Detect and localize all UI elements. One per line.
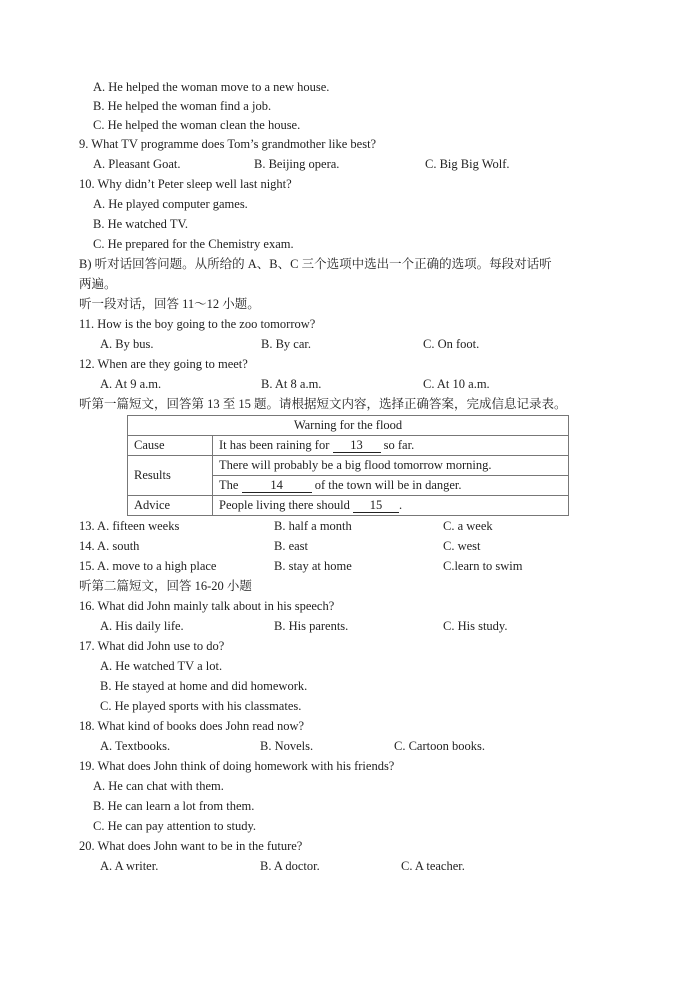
section-b-instruction: B) 听对话回答问题。从所给的 A、B、C 三个选项中选出一个正确的选项。每段对话听 bbox=[79, 257, 552, 271]
q9-option-b: B. Beijing opera. bbox=[254, 157, 340, 171]
results-line2 bbox=[213, 476, 569, 496]
q16-option-b: B. His parents. bbox=[274, 619, 349, 633]
q14-option-b: B. east bbox=[274, 539, 309, 553]
q16-option-a: A. His daily life. bbox=[100, 619, 184, 633]
q17-option-b: B. He stayed at home and did homework. bbox=[100, 679, 308, 693]
q13-option-a: 13. A. fifteen weeks bbox=[79, 519, 180, 533]
advice-cell bbox=[213, 496, 569, 516]
q12-option-c: C. At 10 a.m. bbox=[423, 377, 490, 391]
q11-option-a: A. By bus. bbox=[100, 337, 154, 351]
dialogue-intro: 听一段对话，回答 11～12 小题。 bbox=[79, 297, 260, 311]
q14-option-c: C. west bbox=[443, 539, 481, 553]
q14-option-a: 14. A. south bbox=[79, 539, 140, 553]
q20-option-b: B. A doctor. bbox=[260, 859, 320, 873]
q19-option-b: B. He can learn a lot from them. bbox=[93, 799, 255, 813]
results-label: Results bbox=[128, 456, 213, 496]
q17-option-c: C. He played sports with his classmates. bbox=[100, 699, 302, 713]
advice-text-before: People living there should bbox=[219, 498, 350, 512]
q12-option-b: B. At 8 a.m. bbox=[261, 377, 322, 391]
q18-stem: 18. What kind of books does John read now? bbox=[79, 719, 305, 733]
q9-option-c: C. Big Big Wolf. bbox=[425, 157, 510, 171]
q15-option-c: C.learn to swim bbox=[443, 559, 523, 573]
q12-option-a: A. At 9 a.m. bbox=[100, 377, 162, 391]
blank-13: 13 bbox=[333, 438, 381, 453]
q8-option-b: B. He helped the woman find a job. bbox=[93, 99, 272, 113]
q12-stem: 12. When are they going to meet? bbox=[79, 357, 248, 371]
q20-option-a: A. A writer. bbox=[100, 859, 159, 873]
q13-option-c: C. a week bbox=[443, 519, 493, 533]
blank-14: 14 bbox=[242, 478, 312, 493]
q15-option-b: B. stay at home bbox=[274, 559, 352, 573]
table-title: Warning for the flood bbox=[128, 416, 569, 436]
q20-stem: 20. What does John want to be in the future? bbox=[79, 839, 303, 853]
q10-stem: 10. Why didn’t Peter sleep well last night? bbox=[79, 177, 292, 191]
passage2-intro: 听第二篇短文，回答 16-20 小题 bbox=[79, 579, 252, 593]
blank-15: 15 bbox=[353, 498, 399, 513]
q8-option-c: C. He helped the woman clean the house. bbox=[93, 118, 301, 132]
q18-option-c: C. Cartoon books. bbox=[394, 739, 485, 753]
q19-option-a: A. He can chat with them. bbox=[93, 779, 224, 793]
q16-stem: 16. What did John mainly talk about in his speech? bbox=[79, 599, 335, 613]
cause-cell bbox=[213, 436, 569, 456]
q18-option-b: B. Novels. bbox=[260, 739, 314, 753]
advice-label: Advice bbox=[128, 496, 213, 516]
section-b-instruction-cont: 两遍。 bbox=[79, 277, 117, 291]
cause-label: Cause bbox=[128, 436, 213, 456]
results-text-before: The bbox=[219, 478, 239, 492]
q19-stem: 19. What does John think of doing homework with his friends? bbox=[79, 759, 395, 773]
q15-option-a: 15. A. move to a high place bbox=[79, 559, 217, 573]
q10-option-b: B. He watched TV. bbox=[93, 217, 189, 231]
advice-text-after: . bbox=[399, 498, 403, 512]
q13-option-b: B. half a month bbox=[274, 519, 352, 533]
q9-option-a: A. Pleasant Goat. bbox=[93, 157, 181, 171]
q11-option-b: B. By car. bbox=[261, 337, 311, 351]
q17-option-a: A. He watched TV a lot. bbox=[100, 659, 223, 673]
q10-option-c: C. He prepared for the Chemistry exam. bbox=[93, 237, 294, 251]
results-text-after: of the town will be in danger. bbox=[314, 478, 462, 492]
q8-option-a: A. He helped the woman move to a new house. bbox=[93, 80, 330, 94]
results-line1: There will probably be a big flood tomorrow morning. bbox=[213, 456, 569, 476]
q9-stem: 9. What TV programme does Tom’s grandmother like best? bbox=[79, 137, 377, 151]
q18-option-a: A. Textbooks. bbox=[100, 739, 171, 753]
cause-text-after: so far. bbox=[383, 438, 415, 452]
q16-option-c: C. His study. bbox=[443, 619, 508, 633]
q17-stem: 17. What did John use to do? bbox=[79, 639, 225, 653]
q20-option-c: C. A teacher. bbox=[401, 859, 465, 873]
flood-warning-table bbox=[127, 415, 569, 516]
q19-option-c: C. He can pay attention to study. bbox=[93, 819, 257, 833]
passage1-intro: 听第一篇短文，回答第 13 至 15 题。请根据短文内容，选择正确答案，完成信息记录表。 bbox=[79, 397, 567, 411]
cause-text-before: It has been raining for bbox=[219, 438, 330, 452]
q11-option-c: C. On foot. bbox=[423, 337, 480, 351]
q11-stem: 11. How is the boy going to the zoo tomorrow? bbox=[79, 317, 316, 331]
q10-option-a: A. He played computer games. bbox=[93, 197, 248, 211]
